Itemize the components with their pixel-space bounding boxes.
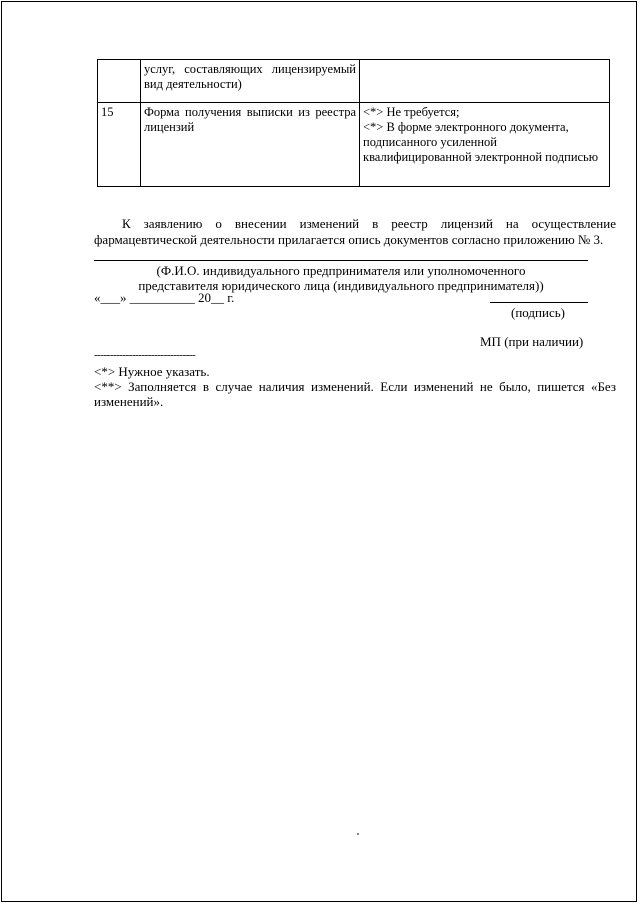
- row-value-line: <*> В форме электронного документа,: [363, 120, 569, 134]
- signature-label: (подпись): [511, 305, 565, 320]
- stamp-label: МП (при наличии): [480, 334, 584, 349]
- footnote-separator: --------------------------------: [94, 349, 196, 361]
- row-value-cell: [360, 103, 610, 187]
- footnote-line: <**> Заполняется в случае наличия изменений. Если изменений не было, пишется «Без: [94, 379, 616, 394]
- row-value-cell: [360, 60, 610, 103]
- row-name-line: Форма получения выписки из реестра: [144, 105, 356, 119]
- row-number-cell: 15: [98, 103, 141, 187]
- footnote-line: изменений».: [94, 394, 164, 409]
- name-signature-line: [94, 260, 588, 261]
- row-number-cell: [98, 60, 141, 103]
- caption-line: (Ф.И.О. индивидуального предпринимателя или уполномоченного: [156, 263, 526, 278]
- row-name-line: лицензий: [144, 120, 195, 134]
- paragraph-line: К заявлению о внесении изменений в реестр лицензий на осуществление: [122, 216, 616, 231]
- row-name-line: вид деятельности): [144, 77, 242, 91]
- row-value-line: подписанного усиленной: [363, 135, 497, 149]
- row-name-cell: [141, 60, 360, 103]
- row-value-line: квалифицированной электронной подписью: [363, 150, 599, 164]
- table-row: [98, 103, 610, 187]
- attachment-paragraph: [94, 216, 616, 248]
- row-value-line: <*> Не требуется;: [363, 105, 460, 119]
- scan-speck: [357, 833, 359, 835]
- data-table: [97, 59, 610, 187]
- caption-line: представителя юридического лица (индивидуального предпринимателя)): [138, 278, 544, 293]
- name-caption: [108, 263, 574, 293]
- row-name-cell: [141, 103, 360, 187]
- paragraph-line: фармацевтической деятельности прилагается опись документов согласно приложению № 3.: [94, 232, 604, 247]
- date-line: «___» __________ 20__ г.: [94, 290, 235, 305]
- footnote-2: [94, 379, 616, 409]
- table-row: [98, 60, 610, 103]
- footnote-1: <*> Нужное указать.: [94, 364, 210, 379]
- signature-line: [490, 302, 588, 303]
- row-name-line: услуг, составляющих лицензируемый: [144, 62, 356, 76]
